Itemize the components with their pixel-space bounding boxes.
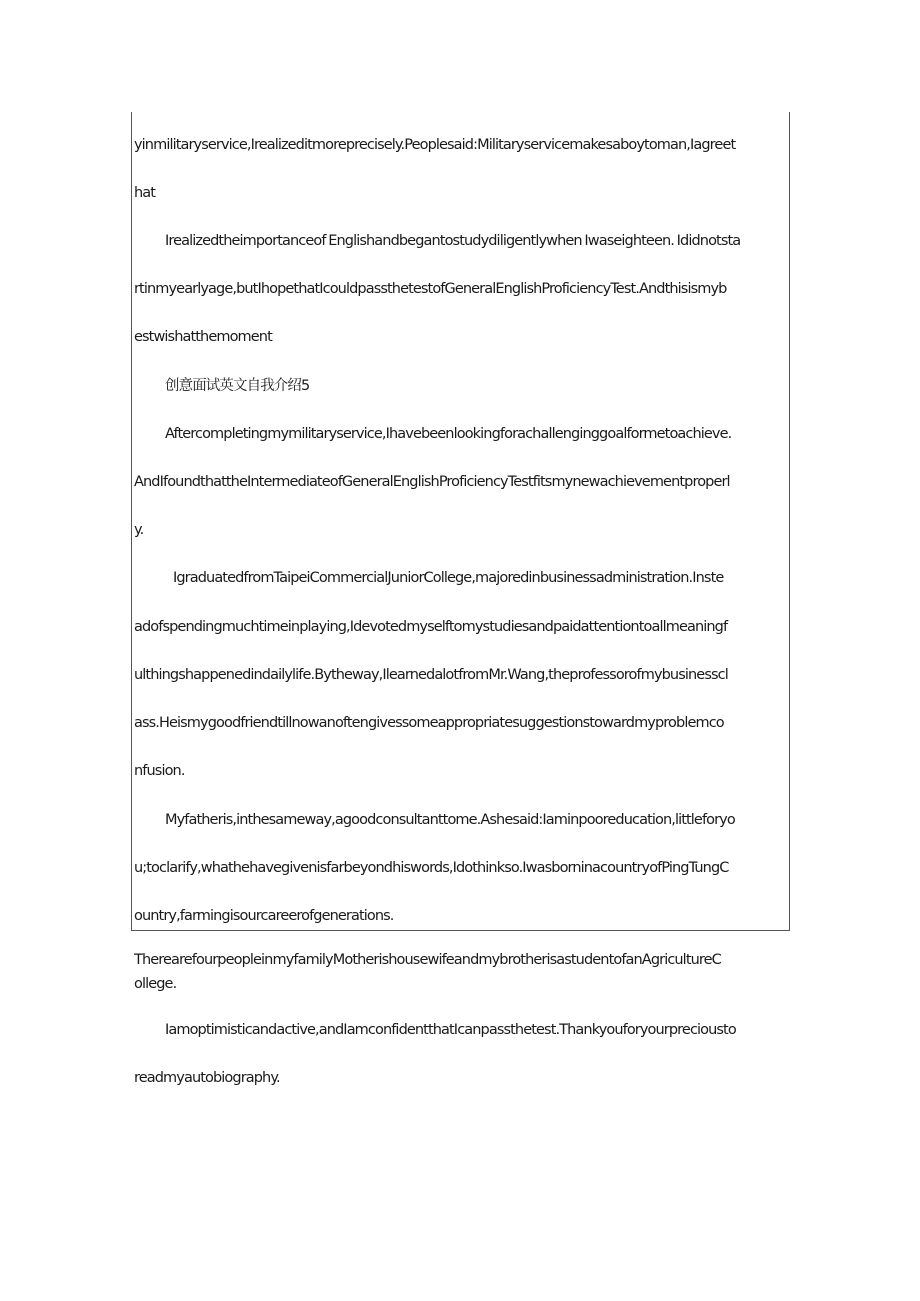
text-line: Iamoptimisticandactive,andIamconfidentthatIcanpassthetest.Thankyouforyourpreciousto xyxy=(165,1022,736,1038)
text-line: Myfatheris,inthesameway,agoodconsultanttome.Ashesaid:Iaminpooreducation,littleforyo xyxy=(165,812,735,828)
section-heading: 创意面试英文自我介绍5 xyxy=(165,378,310,394)
text-line: ulthingshappenedindailylife.Bytheway,IlearnedalotfromMr.Wang,theprofessorofmybusinesscl xyxy=(134,667,728,683)
text-line: y. xyxy=(134,522,144,538)
text-line: Aftercompletingmymilitaryservice,Ihavebeenlookingforachallenginggoalformetoachieve. xyxy=(165,426,732,442)
text-line: nfusion. xyxy=(134,763,185,779)
text-line: readmyautobiography. xyxy=(134,1070,280,1086)
text-line: adofspendingmuchtimeinplaying,Idevotedmyselftomystudiesandpaidattentiontoallmeaningf xyxy=(134,619,728,635)
text-line: ollege. xyxy=(134,976,177,992)
text-line: u;toclarify,whathehavegivenisfarbeyondhiswords,Idothinkso.IwasborninacountryofPingTungC xyxy=(134,860,729,876)
text-line: ountry,farmingisourcareerofgenerations. xyxy=(134,908,394,924)
text-line: IgraduatedfromTaipeiCommercialJuniorCollege,majoredinbusinessadministration.Inste xyxy=(173,570,724,586)
text-line: estwishatthemoment xyxy=(134,329,272,345)
text-line: hat xyxy=(134,185,156,201)
text-line: yinmilitaryservice,Irealizeditmoreprecisely.Peoplesaid:Militaryservicemakesaboytoman,Iagreet xyxy=(134,137,736,153)
text-line: Irealizedtheimportanceof Englishandbegantostudydiligentlywhen Iwaseighteen. Ididnotsta xyxy=(165,233,741,249)
text-line: ass.Heismygoodfriendtillnowanoftengivessomeappropriatesuggestionstowardmyproblemco xyxy=(134,715,724,731)
text-line: AndIfoundthattheIntermediateofGeneralEnglishProficiencyTestfitsmynewachievementproperl xyxy=(134,474,730,490)
text-line: rtinmyearlyage,butIhopethatIcouldpassthetestofGeneralEnglishProficiencyTest.Andthisismyb xyxy=(134,281,727,297)
text-line: TherearefourpeopleinmyfamilyMotherishousewifeandmybrotherisastudentofanAgricultureC xyxy=(134,952,721,968)
